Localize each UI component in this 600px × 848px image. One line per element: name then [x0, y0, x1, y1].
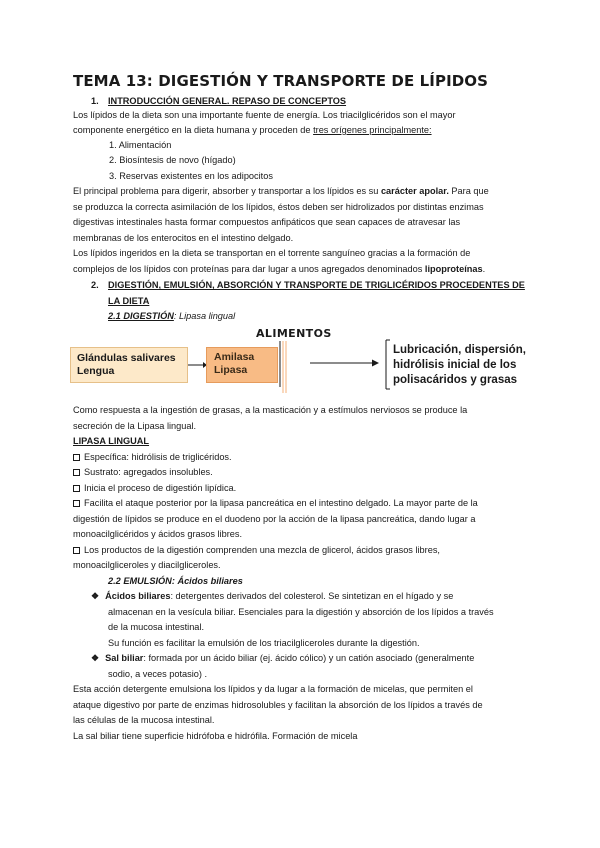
paragraph-line: Los lípidos ingeridos en la dieta se transportan en el torrente sanguíneo gracias a la formación de [73, 248, 471, 258]
paragraph-line: ataque digestivo por parte de enzimas hidrosolubles y facilitan la absorción de los lípidos a través de [73, 700, 483, 710]
glands-box [70, 347, 188, 383]
diagram-result: Lubricación, dispersión, hidrólisis inicial de los polisacáridos y grasas [393, 344, 526, 386]
digestion-diagram [70, 327, 530, 395]
intro-line-2: componente energético en la dieta humana y proceden de tres orígenes principalmente: [73, 125, 432, 135]
subsection-2-2-heading: 2.2 EMULSIÓN: Ácidos biliares [108, 576, 243, 586]
bullet-item: ❖ Ácidos biliares: detergentes derivados del colesterol. Se sintetizan en el hígado y se [91, 591, 454, 601]
subsection-2-1-label: 2.1 DIGESTIÓN [108, 311, 174, 321]
section-2-title-cont: LA DIETA [108, 296, 150, 306]
origin-item: 1. Alimentación [109, 140, 172, 150]
glands-label: Glándulas salivares [77, 352, 176, 364]
section-1-title: INTRODUCCIÓN GENERAL. REPASO DE CONCEPTOS [108, 96, 347, 106]
paragraph-line: digestión de lípidos se produce en el duodeno por la acción de la lipasa pancreática, dando lugar a [73, 514, 476, 524]
subsection-2-1-heading: 2.1 DIGESTIÓN: Lipasa lingual [108, 311, 236, 321]
amylase-label: Amilasa [214, 351, 255, 363]
section-1-number: 1. [91, 96, 99, 106]
bile-salt-term: Sal biliar [105, 653, 144, 663]
checkbox-icon [73, 485, 80, 492]
paragraph-line: La sal biliar tiene superficie hidrófoba e hidrófila. Formación de micela [73, 731, 358, 741]
diagram-food-label: ALIMENTOS [256, 327, 332, 340]
checkbox-icon [73, 547, 80, 554]
diamond-bullet-icon: ❖ [91, 591, 100, 601]
list-item: Inicia el proceso de digestión lipídica. [73, 483, 236, 494]
paragraph-line: de la mucosa intestinal. [108, 622, 205, 632]
diagram-arrowhead [372, 360, 379, 367]
origin-item: 2. Biosíntesis de novo (hígado) [109, 155, 236, 165]
paragraph-line: Como respuesta a la ingestión de grasas, a la masticación y a estímulos nerviosos se produce la [73, 405, 468, 415]
paragraph-line: monoacilglicéridos y ácidos grasos libres. [73, 529, 243, 539]
paragraph-line: sodio, a veces potasio) . [108, 669, 208, 679]
lipase-label: Lipasa [214, 364, 248, 376]
paragraph-line: monoacilgliceroles y diacilgliceroles. [73, 560, 221, 570]
paragraph-line: se produzca la correcta asimilación de los lípidos, éstos deben ser hidrolizados por distintas enzimas [73, 202, 484, 212]
list-item: Sustrato: agregados insolubles. [73, 467, 213, 478]
paragraph-line: Su función es facilitar la emulsión de los triacilgliceroles durante la digestión. [108, 638, 420, 648]
paragraph-line: Esta acción detergente emulsiona los lípidos y da lugar a la formación de micelas, que permiten el [73, 684, 473, 694]
paragraph-line: almacenan en la vesícula biliar. Esenciales para la digestión y absorción de los lípidos a través [108, 607, 494, 617]
lipoprotein-term: lipoproteínas [424, 264, 483, 274]
intro-line-1: Los lípidos de la dieta son una importante fuente de energía. Los triacilglicéridos son el mayor [73, 110, 456, 120]
paragraph-line: secreción de la Lipasa lingual. [73, 421, 197, 431]
enzymes-box [206, 347, 278, 383]
lipoprotein-line: complejos de los lípidos con proteínas para dar lugar a unos agregados denominados lipoproteínas. [73, 264, 486, 274]
section-2-number: 2. [91, 280, 99, 290]
checkbox-icon [73, 454, 80, 461]
checkbox-icon [73, 469, 80, 476]
apolar-line: El principal problema para digerir, absorber y transportar a los lípidos es su carácter apolar. Para que [73, 186, 489, 196]
origin-item: 3. Reservas existentes en los adipocitos [109, 171, 273, 181]
bullet-item: ❖ Sal biliar: formada por un ácido biliar (ej. ácido cólico) y un catión asociado (generalmente [91, 653, 475, 663]
list-item: Los productos de la digestión comprenden una mezcla de glicerol, ácidos grasos libres, [73, 545, 440, 556]
paragraph-line: las células de la mucosa intestinal. [73, 715, 215, 725]
paragraph-line: membranas de los enterocitos en el intestino delgado. [73, 233, 294, 243]
section-2-title: DIGESTIÓN, EMULSIÓN, ABSORCIÓN Y TRANSPORTE DE TRIGLICÉRIDOS PROCEDENTES DE [108, 280, 525, 290]
checkbox-icon [73, 500, 80, 507]
apolar-term: carácter apolar. [380, 186, 449, 196]
bile-acids-term: Ácidos biliares [105, 591, 171, 601]
list-item: Facilita el ataque posterior por la lipasa pancreática en el intestino delgado. La mayor parte de la [73, 498, 478, 509]
subsection-2-2-label: 2.2 EMULSIÓN [108, 576, 172, 586]
diamond-bullet-icon: ❖ [91, 653, 100, 663]
origins-intro: tres orígenes principalmente: [313, 125, 432, 135]
page-title: TEMA 13: DIGESTIÓN Y TRANSPORTE DE LÍPIDOS [73, 72, 489, 90]
section-2-heading [91, 280, 525, 290]
section-1-heading [91, 96, 346, 106]
list-item: Específica: hidrólisis de triglicéridos. [73, 452, 232, 463]
tongue-label: Lengua [77, 365, 115, 377]
lipasa-heading: LIPASA LINGUAL [73, 436, 150, 446]
paragraph-line: digestivas intestinales hasta formar compuestos anfipáticos que sean capaces de atravesar las [73, 217, 461, 227]
